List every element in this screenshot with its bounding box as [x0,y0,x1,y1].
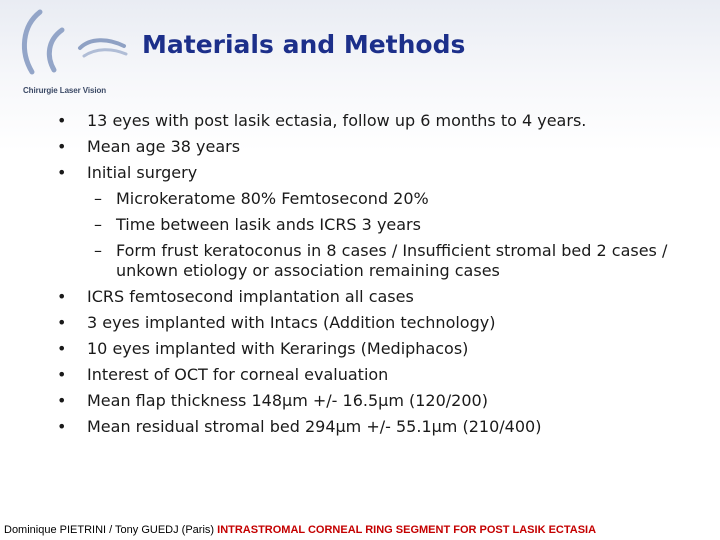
footer-topic: INTRASTROMAL CORNEAL RING SEGMENT FOR POST LASIK ECTASIA [217,524,597,536]
footer [4,524,596,536]
bullet-item: • Mean flap thickness 148µm +/- 16.5µm (120/200) [55,391,705,411]
bullet-item [55,163,705,183]
bullet-item: • 13 eyes with post lasik ectasia, follow up 6 months to 4 years. [55,111,705,131]
footer-authors: Dominique PIETRINI / Tony GUEDJ (Paris) [4,524,218,536]
sub-bullet-item: – Microkeratome 80% Femtosecond 20% [55,189,705,209]
slide-title: Materials and Methods [142,30,466,59]
bullet-list [55,111,705,443]
bullet-item: • Mean residual stromal bed 294µm +/- 55.1µm (210/400) [55,417,705,437]
bullet-item: • Interest of OCT for corneal evaluation [55,365,705,385]
logo-text: Chirurgie Laser Vision [23,86,107,95]
sub-bullet-item: – Form frust keratoconus in 8 cases / Insufficient stromal bed 2 cases / unkown etiology or association remaining cases [55,241,676,281]
logo [10,8,130,96]
bullet-item: • 3 eyes implanted with Intacs (Addition technology) [55,313,705,333]
sub-bullet-item: – Time between lasik ands ICRS 3 years [55,215,705,235]
bullet-item: • ICRS femtosecond implantation all cases [55,287,705,307]
bullet-item: • 10 eyes implanted with Kerarings (Mediphacos) [55,339,705,359]
bullet-text: • Initial surgery [87,163,198,182]
swoosh-arcs-logo-icon [14,8,130,82]
bullet-item: • Mean age 38 years [55,137,705,157]
